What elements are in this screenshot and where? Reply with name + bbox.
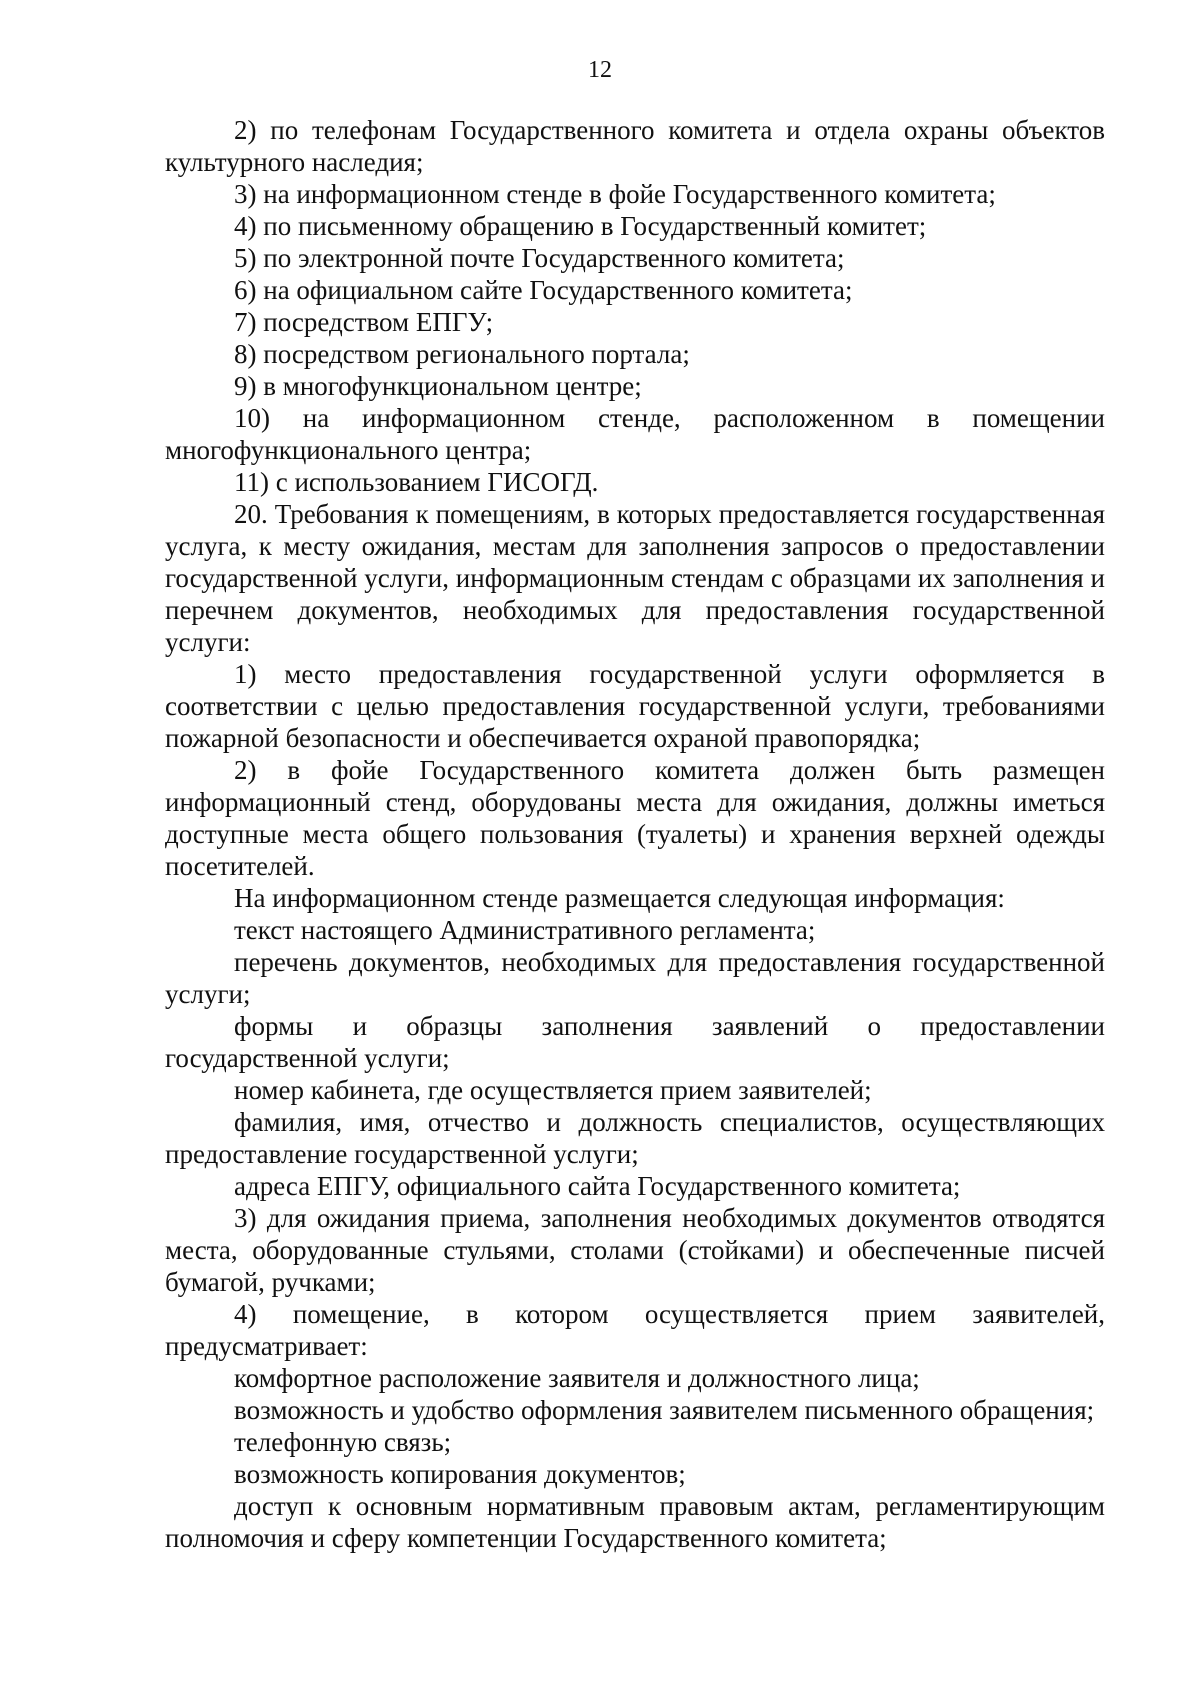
paragraph: 3) на информационном стенде в фойе Государственного комитета; xyxy=(234,179,996,209)
paragraph: 10) на информационном стенде, расположенном в помещении многофункционального центра; xyxy=(165,403,1105,465)
paragraph: 7) посредством ЕПГУ; xyxy=(234,307,494,337)
paragraph: 11) с использованием ГИСОГД. xyxy=(234,467,599,497)
paragraph: 5) по электронной почте Государственного комитета; xyxy=(234,243,845,273)
paragraph: перечень документов, необходимых для предоставления государственной услуги; xyxy=(165,947,1105,1009)
paragraph: возможность и удобство оформления заявителем письменного обращения; xyxy=(234,1395,1095,1425)
paragraph: фамилия, имя, отчество и должность специалистов, осуществляющих предоставление государственной услуги; xyxy=(165,1107,1105,1169)
paragraph: 6) на официальном сайте Государственного комитета; xyxy=(234,275,853,305)
paragraph: 8) посредством регионального портала; xyxy=(234,339,690,369)
paragraph: 2) по телефонам Государственного комитета и отдела охраны объектов культурного наследия; xyxy=(165,115,1105,177)
document-body xyxy=(165,114,1105,1554)
paragraph: 1) место предоставления государственной услуги оформляется в соответствии с целью предоставления государственной услуги, требованиями пожарной безопасности и обеспечивается охраной правопорядка; xyxy=(165,659,1105,753)
paragraph: возможность копирования документов; xyxy=(234,1459,686,1489)
paragraph: доступ к основным нормативным правовым актам, регламентирующим полномочия и сферу компетенции Государственного комитета; xyxy=(165,1491,1105,1553)
paragraph: 4) помещение, в котором осуществляется прием заявителей, предусматривает: xyxy=(165,1299,1105,1361)
paragraph: 20. Требования к помещениям, в которых предоставляется государственная услуга, к месту ожидания, местам для заполнения запросов о предоставлении государственной услуги, информационным стендам с образцами их заполнения и перечнем документов, необходимых для предоставления государственной услуги: xyxy=(165,499,1105,657)
paragraph: 3) для ожидания приема, заполнения необходимых документов отводятся места, оборудованные стульями, столами (стойками) и обеспеченные писчей бумагой, ручками; xyxy=(165,1203,1105,1297)
paragraph: На информационном стенде размещается следующая информация: xyxy=(234,883,1005,913)
paragraph: адреса ЕПГУ, официального сайта Государственного комитета; xyxy=(234,1171,961,1201)
paragraph: 2) в фойе Государственного комитета должен быть размещен информационный стенд, оборудованы места для ожидания, должны иметься доступные места общего пользования (туалеты) и хранения верхней одежды посетителей. xyxy=(165,755,1105,881)
paragraph: номер кабинета, где осуществляется прием заявителей; xyxy=(234,1075,872,1105)
paragraph: 9) в многофункциональном центре; xyxy=(234,371,642,401)
paragraph: телефонную связь; xyxy=(234,1427,452,1457)
paragraph: 4) по письменному обращению в Государственный комитет; xyxy=(234,211,927,241)
paragraph: формы и образцы заполнения заявлений о предоставлении государственной услуги; xyxy=(165,1011,1105,1073)
paragraph: текст настоящего Административного регламента; xyxy=(234,915,816,945)
paragraph: комфортное расположение заявителя и должностного лица; xyxy=(234,1363,920,1393)
page-number: 12 xyxy=(588,57,612,83)
